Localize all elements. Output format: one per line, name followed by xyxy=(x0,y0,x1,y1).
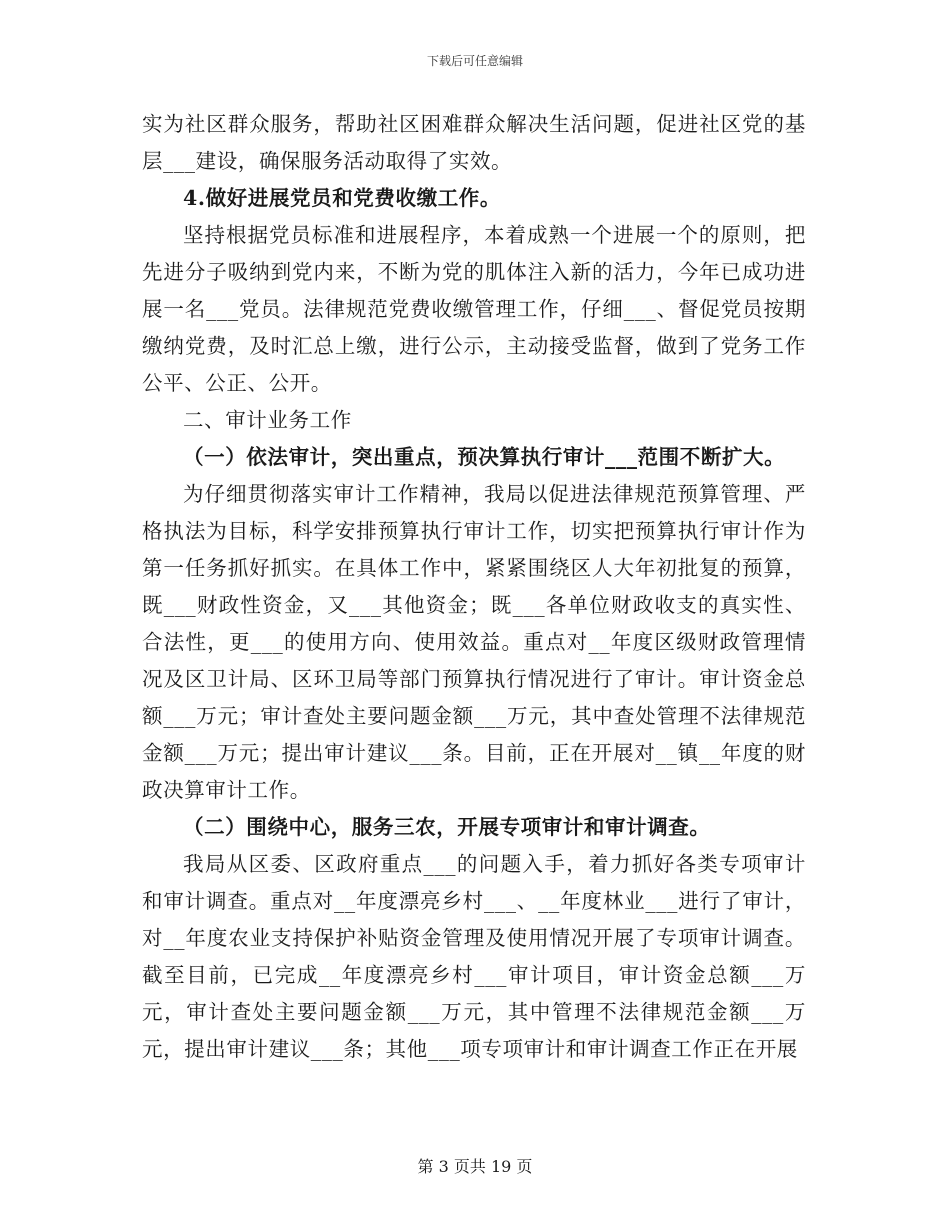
page-number: 第 3 页共 19 页 xyxy=(417,1157,533,1176)
paragraph-special-audit: 我局从区委、区政府重点___的问题入手，着力抓好各类专项审计和审计调查。重点对__年度漂亮乡村___、__年度林业___进行了审计，对__年度农业支持保护补贴资金管理及使用情况开展了专项审计调查。截至目前，已完成__年度漂亮乡村___审计项目，审计资金总额___万元，审计查处主要问题金额___万元，其中管理不法律规范金额___万元，提出审计建议___条；其他___项专项审计和审计调查工作正在开展 xyxy=(142,852,806,1061)
paragraph-party-members: 坚持根据党员标准和进展程序，本着成熟一个进展一个的原则，把先进分子吸纳到党内来，不断为党的肌体注入新的活力，今年已成功进展一名___党员。法律规范党费收缴管理工作，仔细___、督促党员按期缴纳党费，及时汇总上缴，进行公示，主动接受监督，做到了党务工作公平、公正、公开。 xyxy=(142,223,806,395)
subheading-special-audit: （二）围绕中心，服务三农，开展专项审计和审计调查。 xyxy=(183,815,711,839)
header-note: 下载后可任意编辑 xyxy=(426,54,523,68)
subheading-budget-audit: （一）依法审计，突出重点，预决算执行审计___范围不断扩大。 xyxy=(183,445,786,469)
paragraph-continuation: 实为社区群众服务，帮助社区困难群众解决生活问题，促进社区党的基层___建设，确保服务活动取得了实效。 xyxy=(142,112,806,173)
paragraph-budget-audit: 为仔细贯彻落实审计工作精神，我局以促进法律规范预算管理、严格执法为目标，科学安排预算执行审计工作，切实把预算执行审计作为第一任务抓好抓实。在具体工作中，紧紧围绕区人大年初批复的预算，既___财政性资金，又___其他资金；既___各单位财政收支的真实性、合法性，更___的使用方向、使用效益。重点对__年度区级财政管理情况及区卫计局、区环卫局等部门预算执行情况进行了审计。审计资金总额___万元；审计查处主要问题金额___万元，其中查处管理不法律规范金额___万元；提出审计建议___条。目前，正在开展对__镇__年度的财政决算审计工作。 xyxy=(142,482,806,802)
document-body xyxy=(142,106,806,1068)
heading-item-4: 4.做好进展党员和党费收缴工作。 xyxy=(183,186,501,210)
section-heading-audit: 二、审计业务工作 xyxy=(183,408,352,432)
